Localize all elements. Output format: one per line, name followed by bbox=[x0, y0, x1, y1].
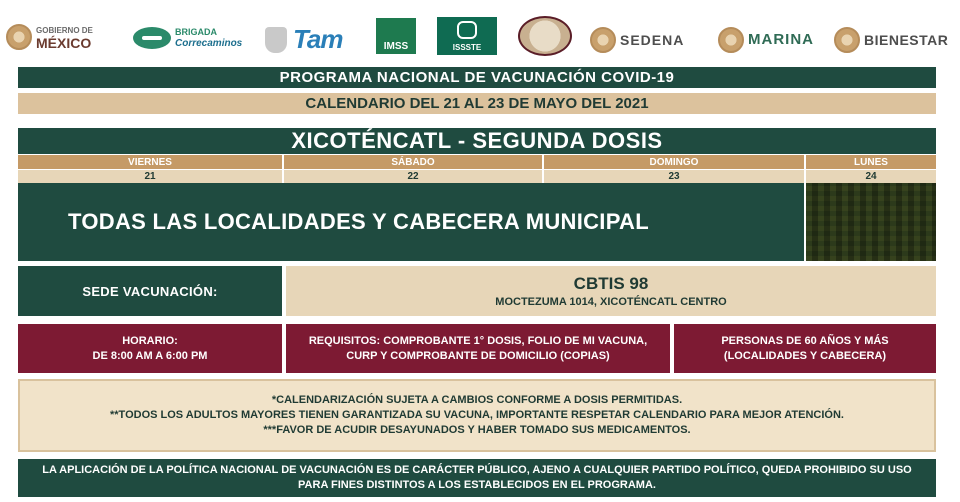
marina-logo bbox=[718, 27, 814, 53]
brigada-label: BRIGADA bbox=[175, 27, 217, 37]
horario-label: HORARIO: bbox=[122, 334, 178, 347]
day-header-lunes: LUNES bbox=[806, 155, 936, 169]
marina-seal-icon bbox=[718, 27, 744, 53]
blurred-cell bbox=[806, 183, 936, 261]
logo-strip bbox=[0, 0, 960, 66]
sedena-logo bbox=[590, 27, 684, 53]
issste-logo bbox=[437, 17, 497, 55]
note-3: ***FAVOR DE ACUDIR DESAYUNADOS Y HABER TOMADO SUS MEDICAMENTOS. bbox=[263, 424, 691, 436]
sedena-seal-icon bbox=[590, 27, 616, 53]
national-seal-icon bbox=[6, 24, 32, 50]
gobierno-label: GOBIERNO DE bbox=[36, 26, 93, 35]
tamaulipas-logo bbox=[265, 24, 343, 55]
correcaminos-icon bbox=[133, 27, 171, 49]
issste-emblem-icon bbox=[457, 21, 477, 39]
sede-name: CBTIS 98 bbox=[573, 274, 649, 293]
brigada-correcaminos-logo bbox=[133, 26, 242, 50]
coverage-banner: TODAS LAS LOCALIDADES Y CABECERA MUNICIPAL bbox=[18, 183, 804, 261]
day-number-22: 22 bbox=[284, 170, 542, 183]
bienestar-seal-icon bbox=[834, 27, 860, 53]
gobierno-de-mexico-logo bbox=[6, 24, 93, 50]
mexico-label: MÉXICO bbox=[36, 35, 92, 51]
footer-disclaimer: LA APLICACIÓN DE LA POLÍTICA NACIONAL DE VACUNACIÓN ES DE CARÁCTER PÚBLICO, AJENO A CUALQUIER PARTIDO POLÍTICO, QUEDA PROHIBIDO SU USO PARA FINES DISTINTOS A LOS ESTABLECIDOS EN EL PROGRAMA. bbox=[18, 459, 936, 497]
imss-label: IMSS bbox=[383, 41, 409, 52]
horario-box bbox=[18, 324, 282, 373]
day-number-21: 21 bbox=[18, 170, 282, 183]
correcaminos-label: Correcaminos bbox=[175, 38, 243, 49]
requisitos-box: REQUISITOS: COMPROBANTE 1° DOSIS, FOLIO DE MI VACUNA, CURP Y COMPROBANTE DE DOMICILIO (COPIAS) bbox=[286, 324, 670, 373]
marina-label: MARINA bbox=[748, 31, 814, 48]
note-2: **TODOS LOS ADULTOS MAYORES TIENEN GARANTIZADA SU VACUNA, IMPORTANTE RESPETAR CALENDARIO PARA MEJOR ATENCIÓN. bbox=[110, 409, 844, 421]
personas-box: PERSONAS DE 60 AÑOS Y MÁS (LOCALIDADES Y CABECERA) bbox=[674, 324, 936, 373]
day-number-24: 24 bbox=[806, 170, 936, 183]
program-title: PROGRAMA NACIONAL DE VACUNACIÓN COVID-19 bbox=[18, 67, 936, 88]
day-header-sabado: SÁBADO bbox=[284, 155, 542, 169]
issste-label: ISSSTE bbox=[452, 43, 482, 52]
day-header-domingo: DOMINGO bbox=[544, 155, 804, 169]
day-number-23: 23 bbox=[544, 170, 804, 183]
tam-label: Tam bbox=[293, 24, 343, 54]
sedena-label: SEDENA bbox=[620, 32, 685, 48]
sede-address: MOCTEZUMA 1014, XICOTÉNCATL CENTRO bbox=[495, 296, 727, 308]
sede-box bbox=[286, 266, 936, 316]
municipality-title: XICOTÉNCATL - SEGUNDA DOSIS bbox=[18, 128, 936, 154]
sede-label: SEDE VACUNACIÓN: bbox=[18, 266, 282, 316]
bienestar-logo bbox=[834, 27, 948, 53]
note-1: *CALENDARIZACIÓN SUJETA A CAMBIOS CONFORME A DOSIS PERMITIDAS. bbox=[271, 394, 683, 406]
day-header-viernes: VIERNES bbox=[18, 155, 282, 169]
horario-value: DE 8:00 AM A 6:00 PM bbox=[92, 349, 208, 362]
institution-seal-icon bbox=[518, 16, 572, 56]
bienestar-label: BIENESTAR bbox=[864, 32, 949, 48]
imss-logo bbox=[376, 18, 416, 54]
calendar-title: CALENDARIO DEL 21 AL 23 DE MAYO DEL 2021 bbox=[18, 93, 936, 114]
notes-box bbox=[18, 379, 936, 452]
state-crest-icon bbox=[265, 27, 287, 53]
